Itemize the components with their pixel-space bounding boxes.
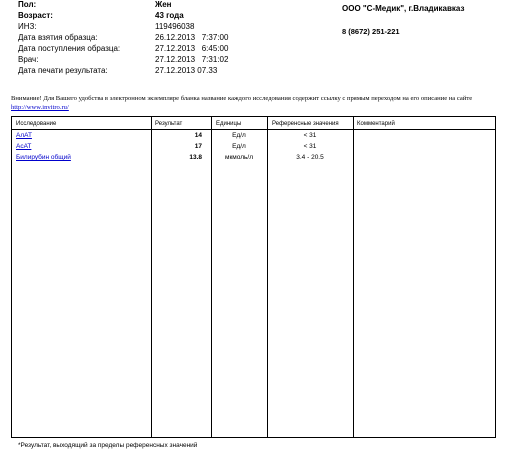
units-value: Ед/л <box>232 132 246 139</box>
lab-phone: 8 (8672) 251-221 <box>342 27 400 36</box>
lab-name: ООО "С-Медик", г.Владикавказ <box>342 4 465 13</box>
header-comment: Комментарий <box>357 121 395 127</box>
test-link-alat[interactable]: АлАТ <box>16 132 32 139</box>
footnote: *Результат, выходящий за пределы референсных значений <box>18 442 198 449</box>
field-label-sex: Пол: <box>18 0 37 9</box>
field-value-sample-date: 26.12.2013 7:37:00 <box>155 33 229 42</box>
column-divider <box>211 117 212 437</box>
field-label-arrival-date: Дата поступления образца: <box>18 44 121 53</box>
field-label-print-date: Дата печати результата: <box>18 66 108 75</box>
units-value: мкмоль/л <box>224 154 254 161</box>
units-value: Ед/л <box>232 143 246 150</box>
site-notice <box>11 94 501 112</box>
results-table <box>11 116 496 438</box>
header-units: Единицы <box>216 121 242 127</box>
result-value: 17 <box>194 143 202 150</box>
notice-text: Внимание! Для Вашего удобства в электронном экземпляре бланка название каждого исследования содержит ссылку с прямым переходом на его описание на сайте <box>11 95 473 102</box>
field-label-age: Возраст: <box>18 11 53 20</box>
field-value-arrival-date: 27.12.2013 6:45:00 <box>155 44 229 53</box>
header-divider <box>12 129 495 130</box>
reference-value: 3.4 - 20.5 <box>296 154 324 161</box>
field-label-doctor: Врач: <box>18 55 39 64</box>
field-value-doctor: 27.12.2013 7:31:02 <box>155 55 229 64</box>
field-value-age: 43 года <box>155 11 184 20</box>
column-divider <box>267 117 268 437</box>
test-link-asat[interactable]: АсАТ <box>16 143 32 150</box>
header-reference: Референсные значения <box>272 121 339 127</box>
header-result: Результат <box>155 121 183 127</box>
result-value: 13.8 <box>189 154 202 161</box>
column-divider <box>353 117 354 437</box>
reference-value: < 31 <box>303 132 317 139</box>
header-test: Исследование <box>16 121 57 127</box>
column-divider <box>151 117 152 437</box>
result-value: 14 <box>194 132 202 139</box>
field-label-inz: ИНЗ: <box>18 22 37 31</box>
field-value-sex: Жен <box>155 0 172 9</box>
test-link-bilirubin[interactable]: Билирубин общий <box>16 154 71 161</box>
site-link[interactable]: http://www.invitro.ru/ <box>11 104 69 111</box>
field-value-print-date: 27.12.2013 07.33 <box>155 66 218 75</box>
reference-value: < 31 <box>303 143 317 150</box>
field-label-sample-date: Дата взятия образца: <box>18 33 98 42</box>
field-value-inz: 119496038 <box>155 22 195 31</box>
